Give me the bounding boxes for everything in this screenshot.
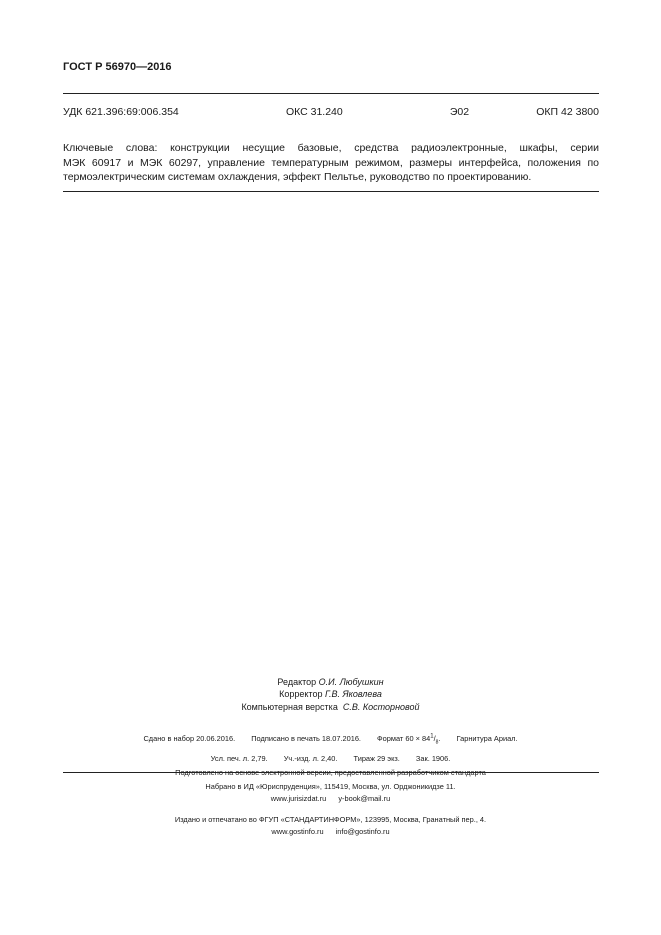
layout-name: С.В. Косторновой — [342, 701, 420, 712]
keywords-line-2: МЭК 60917 и МЭК 60297, управление температурным режимом, размеры интерфейса, положения по — [63, 156, 599, 169]
keywords-line-3: термоэлектрическим системам охлаждения, эффект Пельтье, руководство по проектированию. — [63, 171, 532, 184]
editor-line — [0, 676, 661, 688]
layout-line — [0, 701, 661, 713]
divider-imprint — [63, 772, 599, 773]
layout-label: Компьютерная верстка — [241, 701, 338, 712]
keywords-line-1: Ключевые слова: конструкции несущие базовые, средства радиоэлектронные, шкафы, серии — [63, 142, 599, 154]
publisher-print-block — [0, 814, 661, 838]
keywords-paragraph — [63, 141, 599, 185]
corrector-name: Г.В. Яковлева — [324, 689, 382, 700]
publishing-sheets: Уч.-изд. л. 2,40. — [283, 753, 338, 763]
order-number: Зак. 1906. — [415, 753, 451, 763]
paper-format: Формат $60 \times 84^1/_8$. — [377, 734, 441, 746]
publisher-typeset-site[interactable]: www.jurisizdat.ru — [270, 794, 327, 803]
signed-date: Подписано в печать 18.07.2016. — [251, 734, 361, 744]
publisher-typeset-email[interactable]: y-book@mail.ru — [338, 794, 391, 803]
publisher-print-site[interactable]: www.gostinfo.ru — [271, 827, 324, 836]
group-code: Э02 — [449, 106, 470, 118]
corrector-label: Корректор — [279, 689, 323, 700]
typeset-date: Сдано в набор 20.06.2016. — [143, 734, 236, 744]
publisher-print-contacts — [0, 826, 661, 838]
imprint-line-2 — [0, 751, 661, 766]
credits-block — [0, 676, 661, 713]
publisher-typeset-block — [0, 781, 661, 805]
editor-label: Редактор — [277, 677, 317, 687]
editor-name: О.И. Любушкин — [318, 677, 384, 687]
corrector-line — [0, 688, 661, 700]
classification-codes — [63, 106, 599, 118]
document-title: ГОСТ Р 56970—2016 — [63, 61, 172, 73]
print-sheets: Усл. печ. л. 2,79. — [210, 753, 268, 763]
oks-code: ОКС 31.240 — [285, 106, 343, 118]
publisher-typeset-contacts — [0, 793, 661, 805]
okp-code: ОКП 42 3800 — [536, 106, 599, 118]
publisher-print-email[interactable]: info@gostinfo.ru — [335, 827, 390, 836]
imprint-line-1 — [0, 730, 661, 751]
print-run: Тираж 29 экз. — [353, 753, 400, 763]
udk-code: УДК 621.396:69:006.354 — [63, 106, 179, 118]
divider-top — [63, 93, 599, 94]
publisher-print-text: Издано и отпечатано во ФГУП «СТАНДАРТИНФОРМ», 123995, Москва, Гранатный пер., 4. — [174, 815, 487, 824]
publisher-typeset-text: Набрано в ИД «Юриспруденция», 115419, Москва, ул. Орджоникидзе 11. — [205, 782, 456, 791]
typeface: Гарнитура Ариал. — [456, 734, 518, 744]
divider-keywords — [63, 191, 599, 192]
